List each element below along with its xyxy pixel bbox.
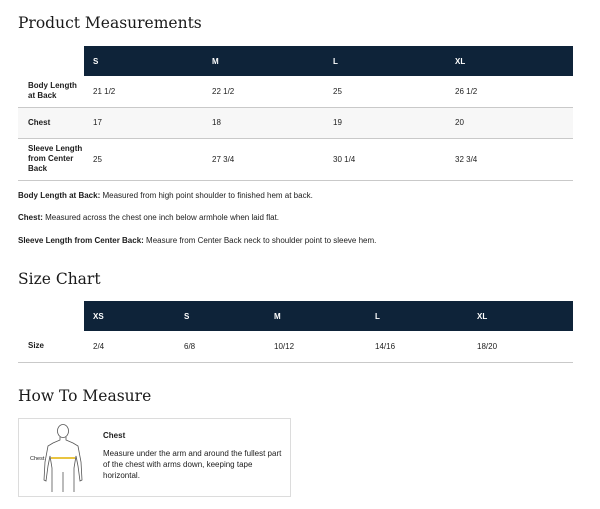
note-text: Measure from Center Back neck to shoulder point to sleeve hem. [143,236,377,245]
figure-chest-label: Chest [30,456,45,462]
how-to-measure-title: How To Measure [18,387,152,405]
table-row [18,331,573,362]
size-chart-header-row [18,301,573,331]
table-cell: 18 [203,107,324,138]
measurements-header-row [18,46,573,76]
column-header: XL [468,301,573,331]
product-measurements-title: Product Measurements [18,14,202,32]
table-cell: 32 3/4 [446,138,573,180]
table-cell: 10/12 [265,331,366,362]
row-label: Body Length at Back [18,76,84,107]
column-header: M [203,46,324,76]
row-label: Chest [18,107,84,138]
column-header: L [366,301,468,331]
table-row [18,76,573,107]
table-cell: 21 1/2 [84,76,203,107]
column-header: M [265,301,366,331]
table-cell: 22 1/2 [203,76,324,107]
chest-note [18,213,279,222]
table-cell: 6/8 [175,331,265,362]
sleeve-length-note [18,236,376,245]
column-header: L [324,46,446,76]
header-blank-cell [18,301,84,331]
note-text: Measured across the chest one inch below armhole when laid flat. [42,213,280,222]
column-header: S [175,301,265,331]
table-cell: 30 1/4 [324,138,446,180]
card-description: Measure under the arm and around the fullest part of the chest with arms down, keeping tape horizontal. [103,449,282,480]
table-cell: 17 [84,107,203,138]
body-length-note [18,191,313,200]
table-cell: 25 [84,138,203,180]
table-cell: 25 [324,76,446,107]
size-chart-title: Size Chart [18,270,101,288]
column-header: XL [446,46,573,76]
column-header: XS [84,301,175,331]
note-term: Body Length at Back: [18,191,101,200]
table-cell: 19 [324,107,446,138]
table-cell: 26 1/2 [446,76,573,107]
header-blank-cell [18,46,84,76]
measurements-table [18,46,573,181]
note-term: Chest: [18,213,43,222]
row-label: Size [18,331,84,362]
size-chart-table [18,301,573,363]
table-cell: 20 [446,107,573,138]
table-row [18,138,573,180]
table-row [18,107,573,138]
body-figure-illustration [29,422,91,494]
table-cell: 14/16 [366,331,468,362]
table-cell: 2/4 [84,331,175,362]
note-text: Measured from high point shoulder to finished hem at back. [100,191,313,200]
row-label: Sleeve Length from Center Back [18,138,84,180]
chest-measure-card [18,418,291,497]
column-header: S [84,46,203,76]
card-title: Chest [103,431,126,440]
table-cell: 27 3/4 [203,138,324,180]
note-term: Sleeve Length from Center Back: [18,236,144,245]
table-cell: 18/20 [468,331,573,362]
